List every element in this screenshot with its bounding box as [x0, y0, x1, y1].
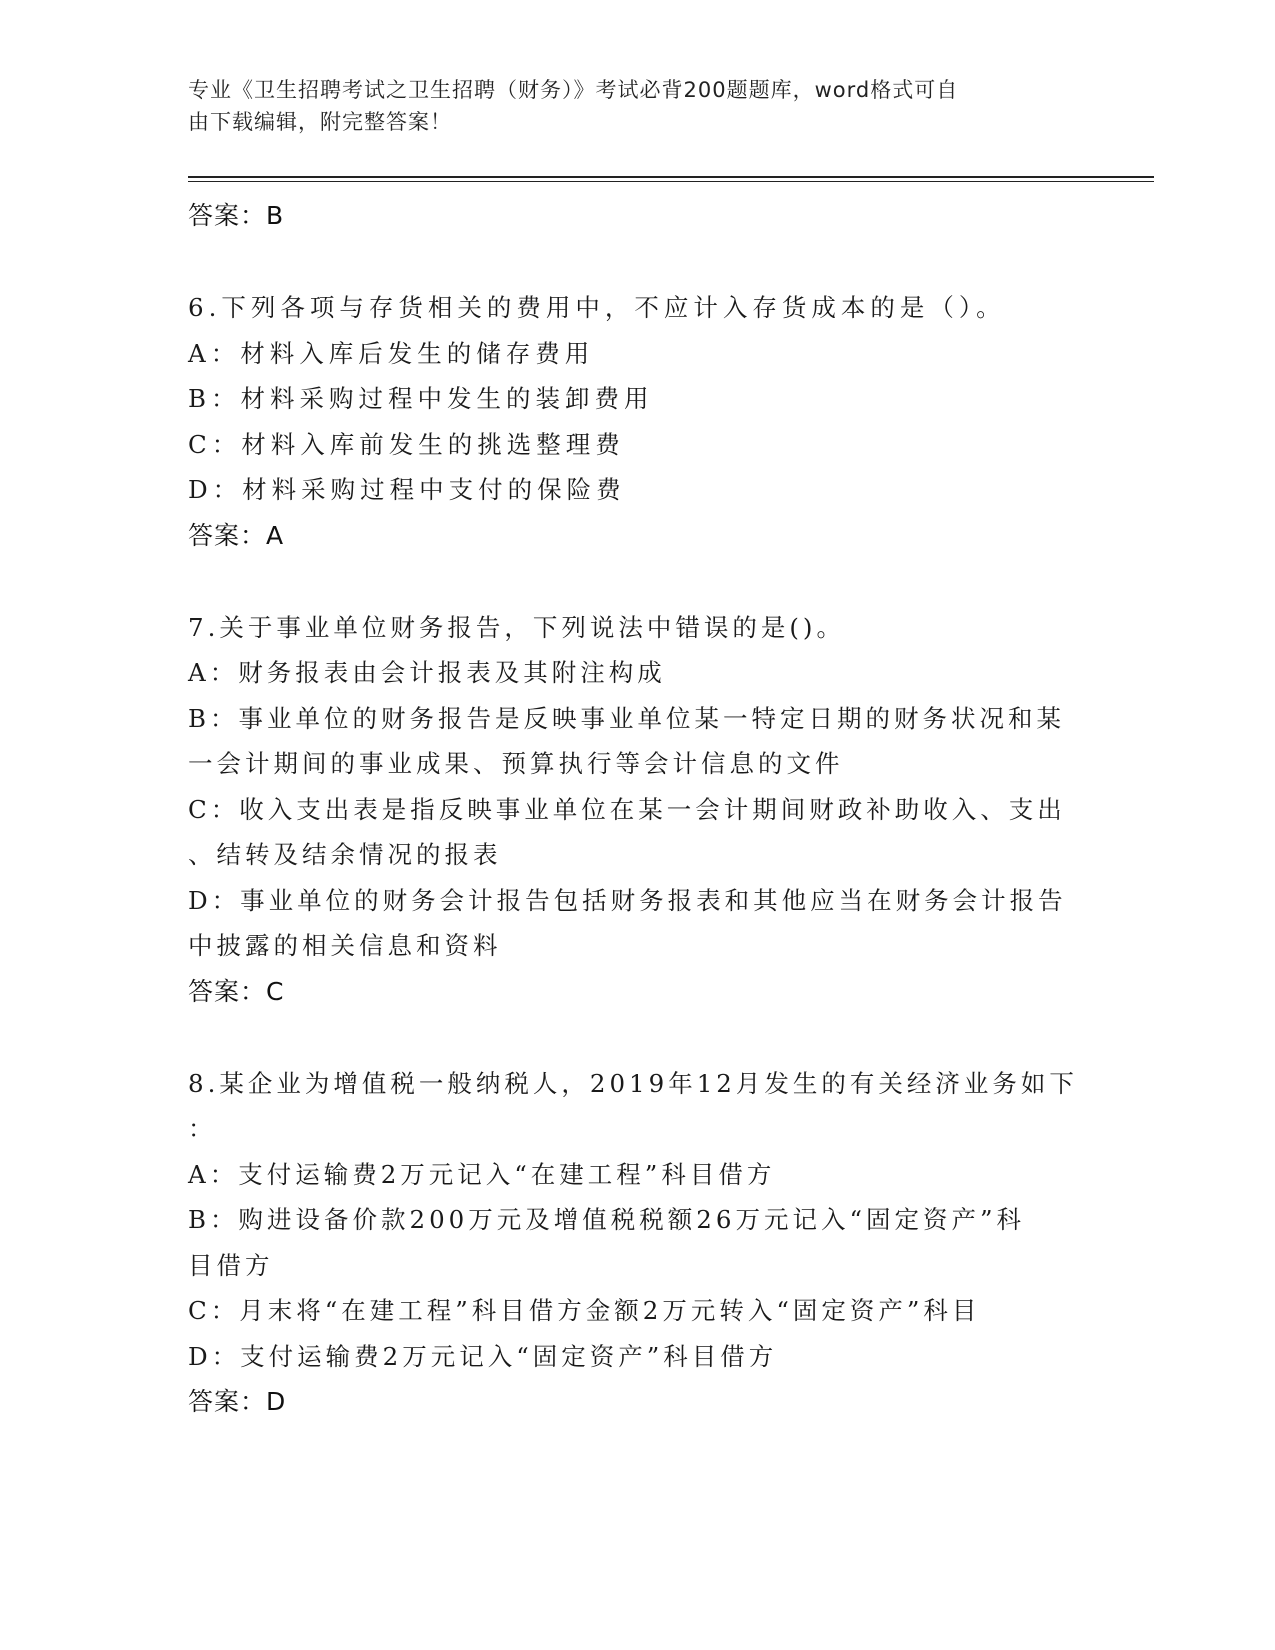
question-text-cont: ： — [188, 1114, 217, 1143]
answer-q6 — [188, 513, 1088, 559]
answer-label: 答案： — [188, 1387, 267, 1416]
answer-value: C — [266, 976, 284, 1006]
option-b-cont: 目借方 — [188, 1250, 274, 1280]
answer-label: 答案： — [188, 201, 267, 230]
option-b-cont: 一会计期间的事业成果、预算执行等会计信息的文件 — [188, 749, 844, 778]
answer-q7 — [188, 969, 1088, 1015]
spacer — [188, 239, 1088, 285]
option-a: A：支付运输费2万元记入“在建工程”科目借方 — [188, 1159, 776, 1189]
option-d: D：支付运输费2万元记入“固定资产”科目借方 — [188, 1341, 778, 1371]
option-c: C：月末将“在建工程”科目借方金额2万元转入“固定资产”科目 — [188, 1296, 981, 1325]
option-a: A：财务报表由会计报表及其附注构成 — [188, 658, 666, 687]
header-rule-thick — [188, 176, 1154, 178]
option-c-cont: 、结转及结余情况的报表 — [188, 840, 502, 869]
header-line-2: 由下载编辑，附完整答案！ — [188, 110, 452, 134]
question-7 — [188, 605, 1088, 969]
question-8 — [188, 1061, 1088, 1380]
option-c: C：收入支出表是指反映事业单位在某一会计期间财政补助收入、支出 — [188, 794, 1066, 824]
document-body — [188, 193, 1088, 1425]
question-text: 6.下列各项与存货相关的费用中，不应计入存货成本的是（）。 — [188, 293, 1006, 322]
answer-prev — [188, 193, 1088, 239]
answer-value: B — [266, 201, 284, 230]
answer-value: D — [266, 1387, 286, 1416]
option-b: B：材料采购过程中发生的装卸费用 — [188, 384, 654, 413]
header-rule-thin — [188, 181, 1154, 182]
option-a: A：材料入库后发生的储存费用 — [188, 338, 595, 368]
answer-value: A — [266, 520, 284, 550]
option-b: B：购进设备价款200万元及增值税税额26万元记入“固定资产”科 — [188, 1205, 1025, 1234]
option-b: B：事业单位的财务报告是反映事业单位某一特定日期的财务状况和某 — [188, 703, 1066, 733]
question-text: 7.关于事业单位财务报告，下列说法中错误的是()。 — [188, 612, 845, 642]
header-line-1: 专业《卫生招聘考试之卫生招聘（财务）》考试必背200题题库，word格式可自 — [188, 78, 959, 102]
question-text: 8.某企业为增值税一般纳税人，2019年12月发生的有关经济业务如下 — [188, 1068, 1078, 1098]
answer-q8 — [188, 1379, 1088, 1425]
page-header — [188, 74, 1068, 138]
answer-label: 答案： — [188, 976, 267, 1006]
spacer — [188, 1015, 1088, 1061]
spacer — [188, 559, 1088, 605]
answer-label: 答案： — [188, 520, 267, 550]
question-6 — [188, 285, 1088, 513]
option-d-cont: 中披露的相关信息和资料 — [188, 931, 502, 960]
option-c: C：材料入库前发生的挑选整理费 — [188, 429, 625, 459]
option-d: D：事业单位的财务会计报告包括财务报表和其他应当在财务会计报告 — [188, 885, 1067, 915]
option-d: D：材料采购过程中支付的保险费 — [188, 475, 626, 504]
